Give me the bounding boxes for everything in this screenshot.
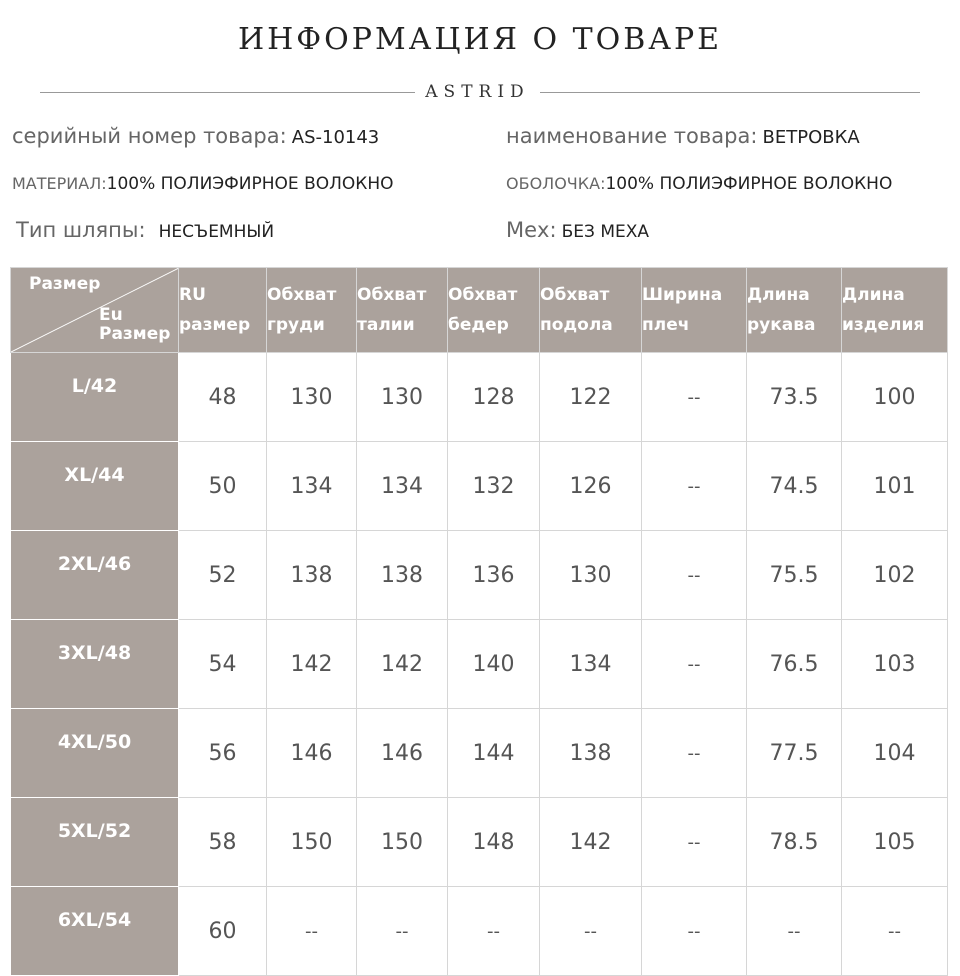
column-header: RU размер	[179, 268, 267, 353]
measurement-cell: --	[357, 887, 448, 976]
corner-label-top: Размер	[29, 274, 101, 294]
measurement-cell: 56	[179, 709, 267, 798]
measurement-cell: 60	[179, 887, 267, 976]
shell-field	[506, 174, 892, 194]
measurement-cell: 130	[540, 531, 642, 620]
measurement-cell: 78.5	[747, 798, 842, 887]
measurement-cell: --	[448, 887, 540, 976]
product-name-value: ВЕТРОВКА	[762, 127, 860, 148]
measurement-cell: 130	[267, 353, 357, 442]
fur-field	[506, 218, 649, 242]
material-field	[12, 174, 394, 194]
measurement-cell: --	[642, 620, 747, 709]
size-label-cell: 4XL/50	[11, 709, 179, 798]
material-label: МАТЕРИАЛ:	[12, 174, 107, 193]
column-header: Обхват подола	[540, 268, 642, 353]
measurement-cell: 146	[357, 709, 448, 798]
table-row	[11, 442, 948, 531]
column-header: Обхват груди	[267, 268, 357, 353]
measurement-cell: 138	[540, 709, 642, 798]
measurement-cell: --	[267, 887, 357, 976]
measurement-cell: 142	[267, 620, 357, 709]
table-row	[11, 531, 948, 620]
measurement-cell: 138	[267, 531, 357, 620]
measurement-cell: 142	[540, 798, 642, 887]
size-label-cell: 2XL/46	[11, 531, 179, 620]
hat-type-label: Тип шляпы:	[16, 218, 146, 242]
measurement-cell: --	[642, 709, 747, 798]
size-chart-table	[10, 267, 948, 976]
measurement-cell: 132	[448, 442, 540, 531]
measurement-cell: 75.5	[747, 531, 842, 620]
measurement-cell: 76.5	[747, 620, 842, 709]
table-row	[11, 353, 948, 442]
corner-label-eu: Eu	[99, 305, 123, 325]
size-label-cell: 6XL/54	[11, 887, 179, 976]
measurement-cell: 73.5	[747, 353, 842, 442]
size-corner-header	[11, 268, 179, 353]
measurement-cell: 52	[179, 531, 267, 620]
measurement-cell: 136	[448, 531, 540, 620]
shell-label: ОБОЛОЧКА:	[506, 174, 606, 193]
measurement-cell: 134	[267, 442, 357, 531]
product-name-label: наименование товара:	[506, 124, 758, 148]
measurement-cell: --	[540, 887, 642, 976]
measurement-cell: 134	[540, 620, 642, 709]
page-title: ИНФОРМАЦИЯ О ТОВАРЕ	[237, 22, 723, 57]
measurement-cell: --	[642, 531, 747, 620]
divider-line-left	[40, 92, 415, 93]
measurement-cell: 100	[842, 353, 948, 442]
column-header: Обхват талии	[357, 268, 448, 353]
size-label-cell: 3XL/48	[11, 620, 179, 709]
measurement-cell: --	[747, 887, 842, 976]
measurement-cell: 105	[842, 798, 948, 887]
material-value: 100% ПОЛИЭФИРНОЕ ВОЛОКНО	[106, 174, 394, 194]
corner-label-bottom: Размер	[99, 324, 171, 344]
measurement-cell: 77.5	[747, 709, 842, 798]
measurement-cell: 150	[267, 798, 357, 887]
measurement-cell: 140	[448, 620, 540, 709]
measurement-cell: 48	[179, 353, 267, 442]
fur-value: БЕЗ МЕХА	[561, 222, 650, 242]
table-row	[11, 620, 948, 709]
product-name-field	[506, 124, 860, 148]
hat-type-field	[16, 218, 274, 242]
measurement-cell: 122	[540, 353, 642, 442]
measurement-cell: 58	[179, 798, 267, 887]
measurement-cell: 74.5	[747, 442, 842, 531]
measurement-cell: 146	[267, 709, 357, 798]
shell-value: 100% ПОЛИЭФИРНОЕ ВОЛОКНО	[605, 174, 893, 194]
measurement-cell: --	[642, 887, 747, 976]
measurement-cell: 144	[448, 709, 540, 798]
measurement-cell: --	[642, 353, 747, 442]
measurement-cell: 138	[357, 531, 448, 620]
measurement-cell: 126	[540, 442, 642, 531]
column-header: Ширина плеч	[642, 268, 747, 353]
measurement-cell: 54	[179, 620, 267, 709]
size-label-cell: XL/44	[11, 442, 179, 531]
serial-number-value: AS-10143	[291, 127, 380, 148]
measurement-cell: 148	[448, 798, 540, 887]
column-header: Длина изделия	[842, 268, 948, 353]
column-header: Длина рукава	[747, 268, 842, 353]
brand-name: ASTRID	[425, 82, 530, 102]
measurement-cell: 102	[842, 531, 948, 620]
measurement-cell: 130	[357, 353, 448, 442]
table-row	[11, 798, 948, 887]
measurement-cell: 134	[357, 442, 448, 531]
measurement-cell: --	[642, 442, 747, 531]
measurement-cell: 50	[179, 442, 267, 531]
measurement-cell: 128	[448, 353, 540, 442]
fur-label: Мех:	[506, 218, 557, 242]
hat-type-value: НЕСЪЕМНЫЙ	[158, 222, 275, 242]
measurement-cell: 150	[357, 798, 448, 887]
column-header: Обхват бедер	[448, 268, 540, 353]
table-row	[11, 709, 948, 798]
measurement-cell: 101	[842, 442, 948, 531]
serial-number-label: серийный номер товара:	[12, 124, 287, 148]
size-label-cell: L/42	[11, 353, 179, 442]
serial-number-field	[12, 124, 379, 148]
measurement-cell: 104	[842, 709, 948, 798]
measurement-cell: --	[642, 798, 747, 887]
size-label-cell: 5XL/52	[11, 798, 179, 887]
table-header-row	[11, 268, 948, 353]
measurement-cell: 142	[357, 620, 448, 709]
divider-line-right	[540, 92, 920, 93]
table-row	[11, 887, 948, 976]
measurement-cell: 103	[842, 620, 948, 709]
brand-divider	[40, 82, 920, 102]
measurement-cell: --	[842, 887, 948, 976]
